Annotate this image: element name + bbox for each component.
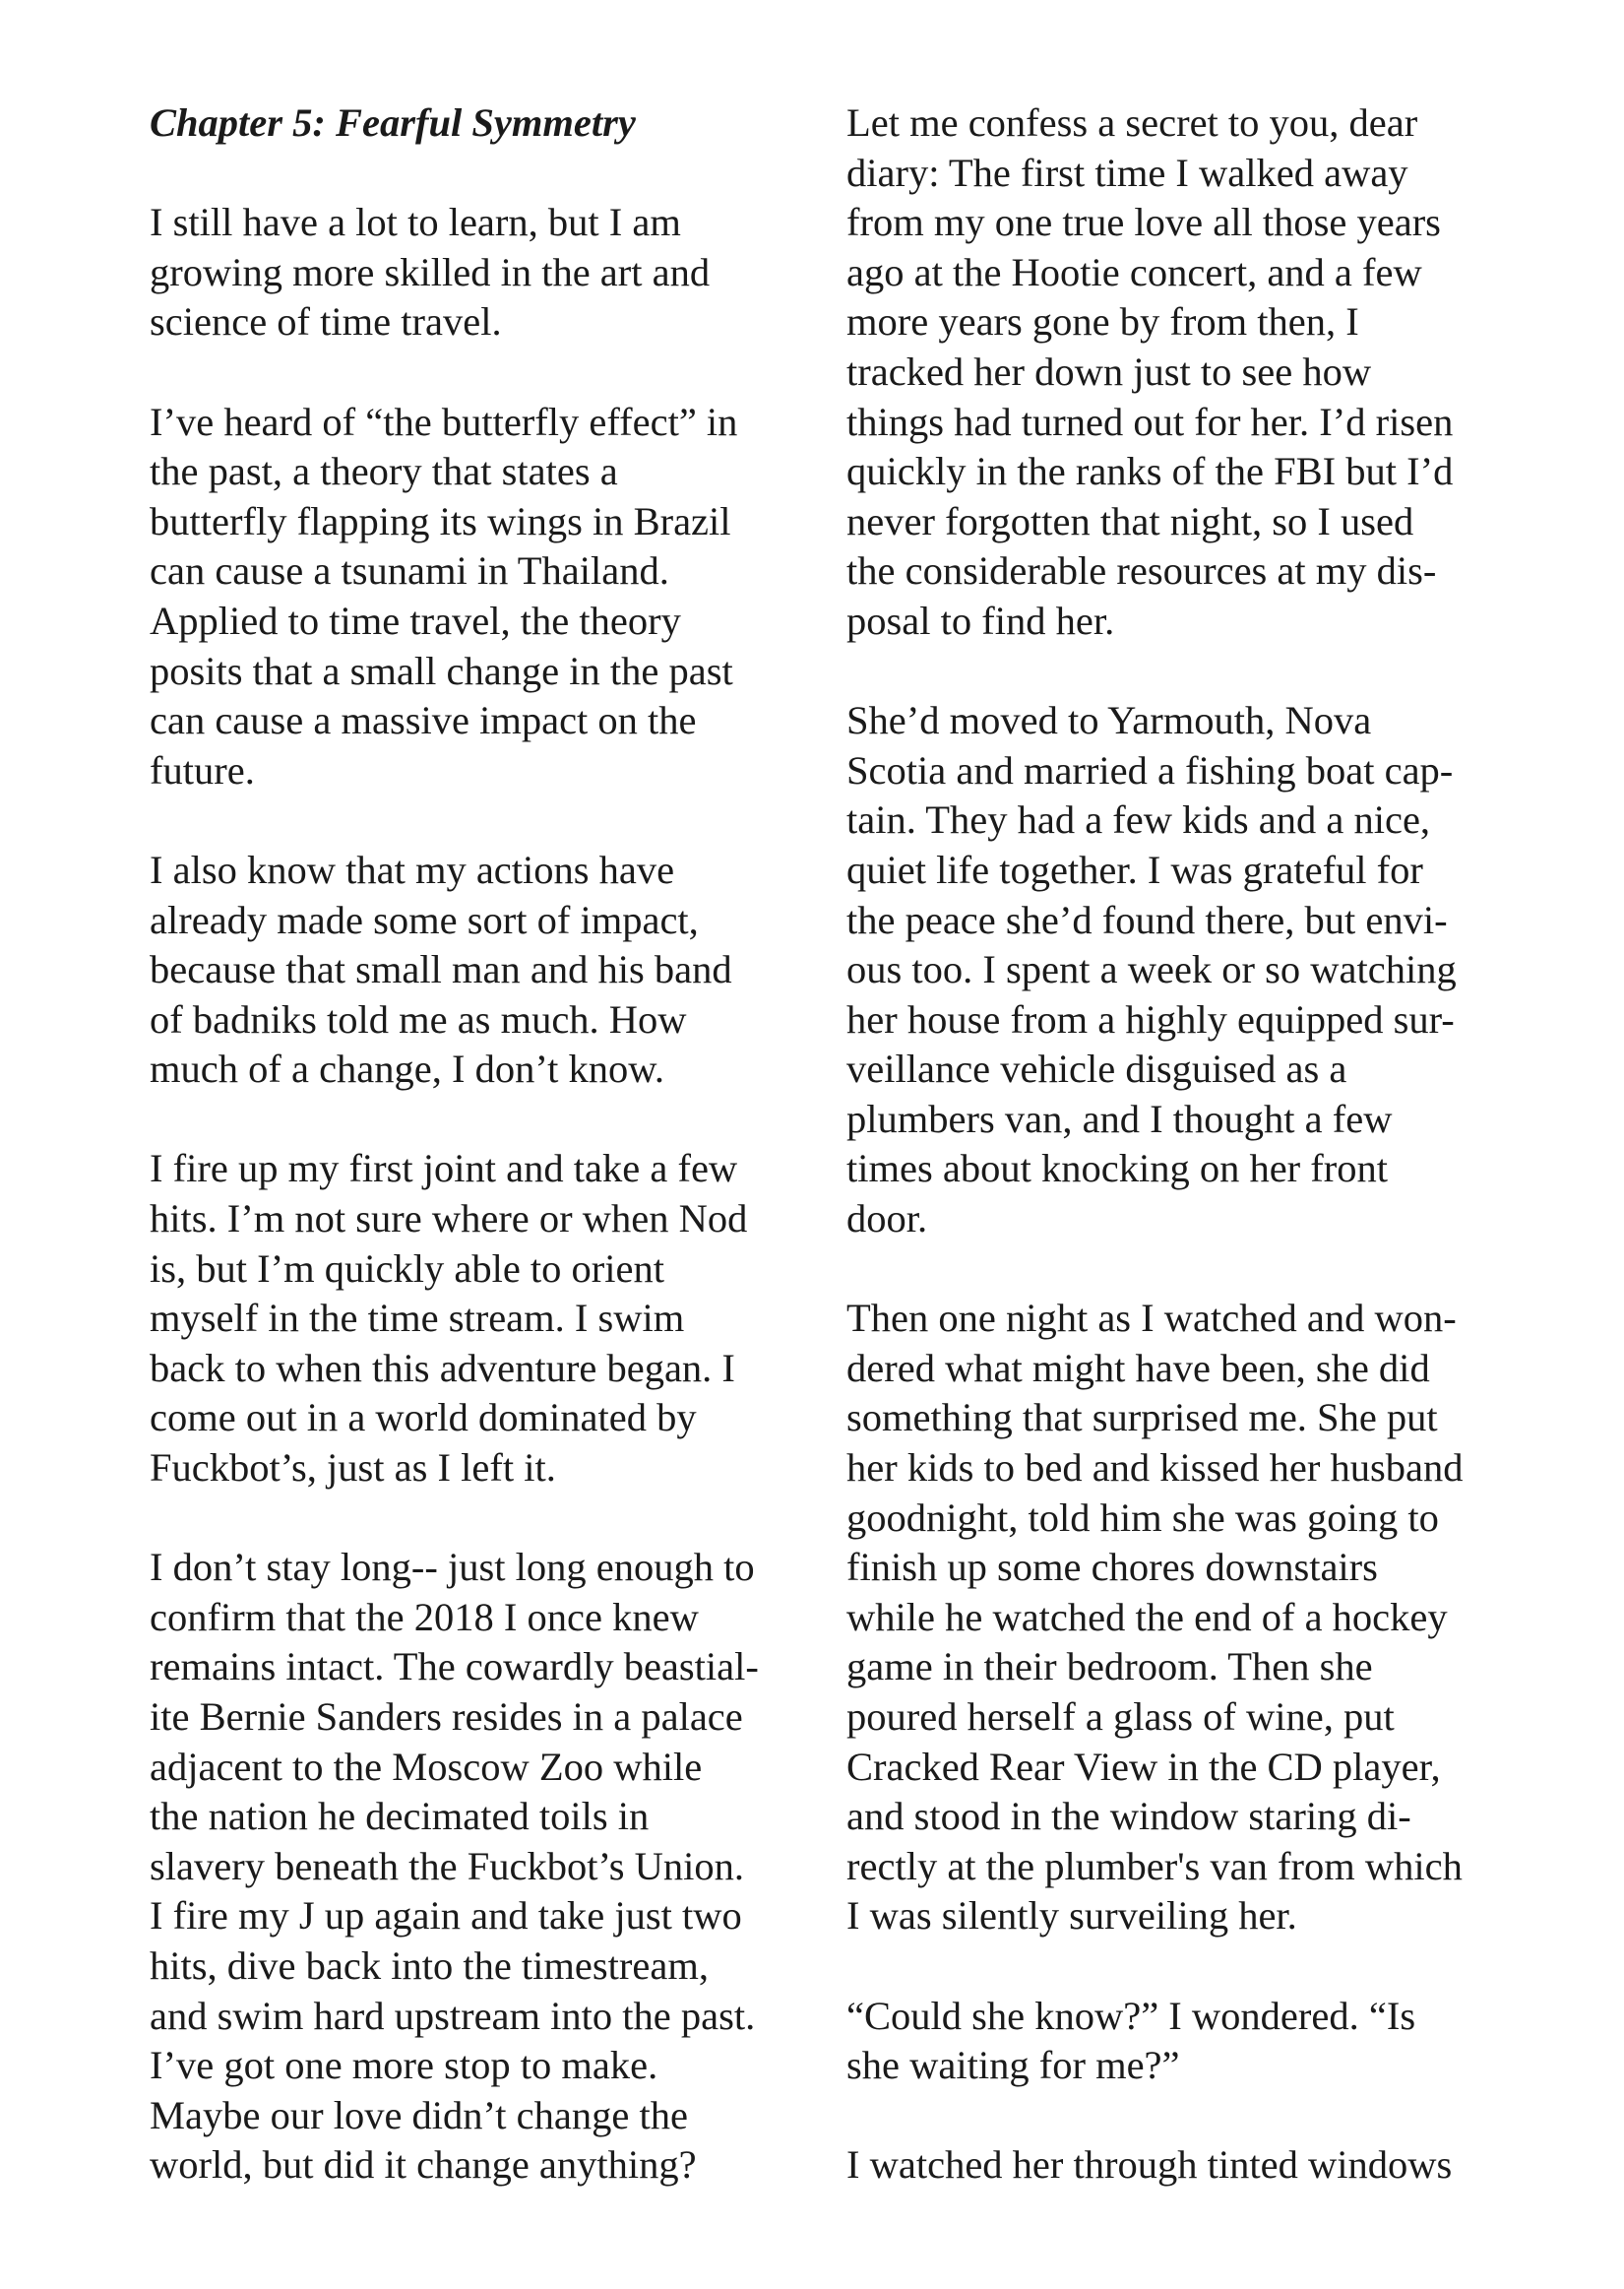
text-line: slavery beneath the Fuckbot’s Union. [150,1843,744,1888]
text-line: Applied to time travel, the theory [150,598,681,643]
text-line: can cause a tsunami in Thailand. [150,548,669,594]
text-line: something that surprised me. She put [846,1395,1438,1440]
text-line: already made some sort of impact, [150,897,699,942]
text-line: of badniks told me as much. How [150,996,687,1042]
text-line: Cracked Rear View in the CD player, [846,1744,1441,1789]
paragraph [846,1294,1496,1941]
paragraph-gap [846,1941,1496,1992]
text-line: never forgotten that night, so I used [846,498,1414,543]
text-line: the nation he decimated toils in [150,1794,650,1839]
text-line: quiet life together. I was grateful for [846,847,1423,892]
text-line: rectly at the plumber's van from which [846,1843,1463,1888]
text-line: I’ve heard of “the butterfly effect” in [150,399,738,444]
paragraph-gap [846,1244,1496,1295]
text-line: diary: The first time I walked away [846,150,1408,195]
text-line: finish up some chores downstairs [846,1545,1378,1590]
paragraph-gap [150,795,789,846]
paragraph [150,198,789,348]
text-line: much of a change, I don’t know. [150,1047,664,1092]
text-line: future. [150,747,255,793]
paragraph [150,398,789,796]
paragraph [150,1543,789,2191]
text-line: things had turned out for her. I’d risen [846,399,1454,444]
paragraph [150,846,789,1095]
text-line: I still have a lot to learn, but I am [150,200,681,245]
right-column [846,98,1496,2191]
text-line: and stood in the window staring di- [846,1794,1411,1839]
text-line: game in their bedroom. Then she [846,1644,1373,1689]
text-line: dered what might have been, she did [846,1345,1430,1390]
chapter-title: Chapter 5: Fearful Symmetry [150,100,636,145]
paragraph [150,1144,789,1493]
text-line: because that small man and his band [150,947,732,992]
text-line: world, but did it change anything? [150,2142,697,2188]
text-line: plumbers van, and I thought a few [846,1096,1393,1141]
text-line: ite Bernie Sanders resides in a palace [150,1694,743,1739]
text-line: quickly in the ranks of the FBI but I’d [846,449,1454,494]
text-line: door. [846,1196,928,1241]
paragraph [846,98,1496,647]
text-line: she waiting for me?” [846,2043,1180,2088]
paragraph [846,696,1496,1244]
text-line: come out in a world dominated by [150,1395,697,1440]
text-line: I also know that my actions have [150,847,675,892]
paragraph-gap [150,348,789,398]
paragraph-gap [150,149,789,199]
text-line: tracked her down just to see how [846,349,1372,394]
text-line: Fuckbot’s, just as I left it. [150,1445,556,1491]
text-line: remains intact. The cowardly beastial- [150,1644,759,1689]
text-line: posits that a small change in the past [150,648,733,693]
text-line: the past, a theory that states a [150,449,618,494]
paragraph-gap [150,1095,789,1145]
text-line: times about knocking on her front [846,1146,1389,1191]
text-line: back to when this adventure began. I [150,1345,735,1390]
text-line: her kids to bed and kissed her husband [846,1445,1464,1491]
text-line: while he watched the end of a hockey [846,1594,1448,1639]
text-line: She’d moved to Yarmouth, Nova [846,698,1372,743]
text-line: the considerable resources at my dis- [846,548,1437,594]
text-line: growing more skilled in the art and [150,249,711,294]
text-line: posal to find her. [846,598,1115,643]
text-line: “Could she know?” I wondered. “Is [846,1993,1416,2038]
text-line: science of time travel. [150,299,502,345]
text-line: I fire up my first joint and take a few [150,1146,738,1191]
text-line: hits. I’m not sure where or when Nod [150,1196,748,1241]
text-line: I was silently surveiling her. [846,1893,1297,1939]
text-line: I don’t stay long-- just long enough to [150,1545,755,1590]
paragraph [846,2140,1496,2191]
text-line: ago at the Hootie concert, and a few [846,249,1422,294]
text-line: more years gone by from then, I [846,299,1359,345]
text-line: ous too. I spent a week or so watching [846,947,1457,992]
left-column [150,98,789,2191]
text-line: hits, dive back into the timestream, [150,1942,709,1988]
text-line: the peace she’d found there, but envi- [846,897,1448,942]
text-line: tain. They had a few kids and a nice, [846,797,1431,843]
text-line: veillance vehicle disguised as a [846,1047,1347,1092]
text-line: goodnight, told him she was going to [846,1494,1439,1540]
text-line: I watched her through tinted windows [846,2142,1453,2188]
text-line: is, but I’m quickly able to orient [150,1245,665,1291]
text-line: confirm that the 2018 I once knew [150,1594,699,1639]
text-line: Let me confess a secret to you, dear [846,100,1418,145]
text-line: and swim hard upstream into the past. [150,1993,756,2038]
text-line: her house from a highly equipped sur- [846,996,1455,1042]
text-line: myself in the time stream. I swim [150,1296,685,1341]
text-line: butterfly flapping its wings in Brazil [150,498,731,543]
text-line: I fire my J up again and take just two [150,1893,742,1939]
text-line: Scotia and married a fishing boat cap- [846,747,1454,793]
text-line: I’ve got one more stop to make. [150,2043,658,2088]
text-line: Maybe our love didn’t change the [150,2092,688,2137]
paragraph-gap [846,647,1496,697]
text-line: poured herself a glass of wine, put [846,1694,1395,1739]
paragraph-gap [846,2091,1496,2141]
text-line: adjacent to the Moscow Zoo while [150,1744,703,1789]
text-line: Then one night as I watched and won- [846,1296,1457,1341]
text-line: can cause a massive impact on the [150,698,697,743]
paragraph [846,1992,1496,2091]
paragraph-gap [150,1494,789,1544]
text-line: from my one true love all those years [846,200,1441,245]
